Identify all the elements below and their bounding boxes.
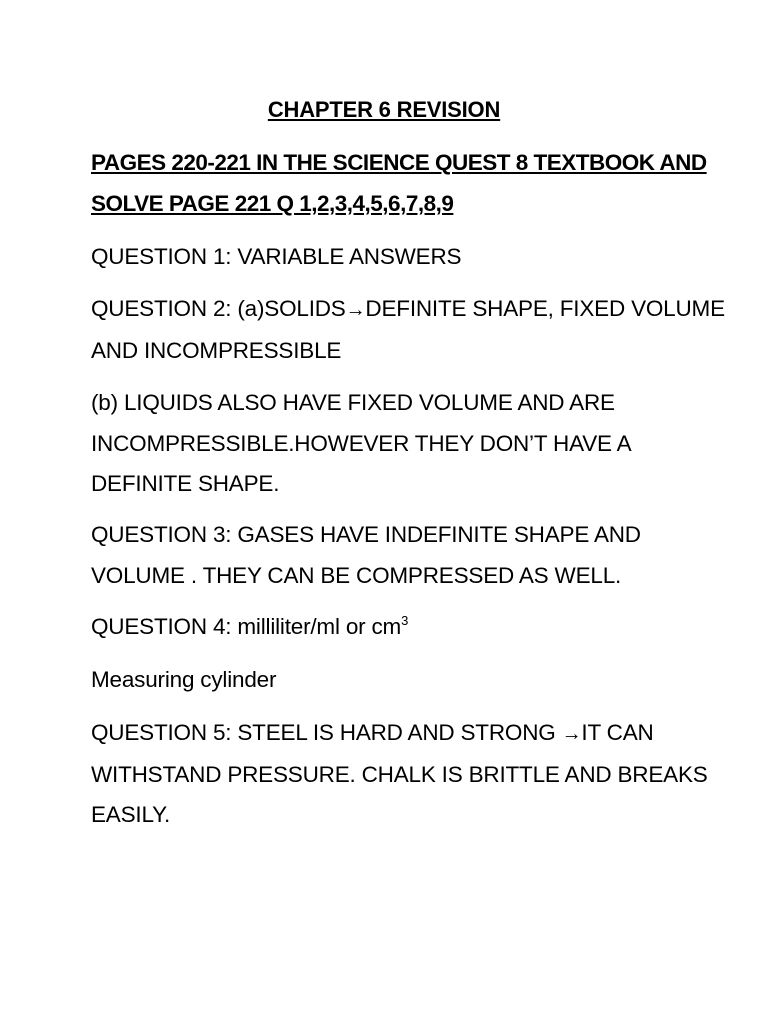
question-2-part-a: QUESTION 2: (a)SOLIDS — [91, 296, 346, 321]
question-2-line-2: AND INCOMPRESSIBLE — [91, 337, 342, 363]
instructions-line-1: PAGES 220-221 IN THE SCIENCE QUEST 8 TEXTBOOK AND — [91, 150, 707, 175]
question-2b — [91, 383, 756, 505]
arrow-right-icon: → — [345, 299, 366, 321]
question-1-text: QUESTION 1: VARIABLE ANSWERS — [91, 244, 462, 269]
question-5-line-3: EASILY. — [91, 802, 171, 827]
superscript-3: 3 — [401, 613, 409, 628]
arrow-right-icon: → — [561, 723, 582, 745]
question-3 — [91, 515, 756, 596]
question-2b-line-1: (b) LIQUIDS ALSO HAVE FIXED VOLUME AND ARE — [91, 390, 615, 415]
measuring-cylinder-note — [91, 660, 756, 701]
question-2-line-1 — [91, 289, 756, 331]
question-1 — [91, 237, 756, 278]
question-3-line-2: VOLUME . THEY CAN BE COMPRESSED AS WELL. — [91, 562, 622, 588]
question-5-line-1 — [91, 713, 756, 755]
question-5-line-2: WITHSTAND PRESSURE. CHALK IS BRITTLE AND BREAKS — [91, 761, 708, 787]
question-2b-line-2: INCOMPRESSIBLE.HOWEVER THEY DON’T HAVE A — [91, 430, 632, 456]
question-5-continuation: IT CAN — [581, 720, 654, 745]
question-4-text — [91, 607, 756, 648]
measuring-cylinder-text: Measuring cylinder — [91, 667, 277, 692]
question-2 — [91, 289, 756, 371]
question-4-answer: QUESTION 4: milliliter/ml or cm — [91, 614, 402, 639]
instructions-line-2: SOLVE PAGE 221 Q 1,2,3,4,5,6,7,8,9 — [91, 190, 454, 216]
question-4 — [91, 607, 756, 648]
question-3-line-1: QUESTION 3: GASES HAVE INDEFINITE SHAPE AND — [91, 522, 641, 547]
page-title: CHAPTER 6 REVISION — [267, 97, 501, 122]
assignment-instructions — [91, 143, 756, 224]
question-2-part-a-answer: DEFINITE SHAPE, FIXED VOLUME — [365, 296, 725, 321]
question-5 — [91, 713, 756, 836]
question-2b-line-3: DEFINITE SHAPE. — [91, 471, 280, 496]
question-5-start: QUESTION 5: STEEL IS HARD AND STRONG — [91, 720, 562, 745]
